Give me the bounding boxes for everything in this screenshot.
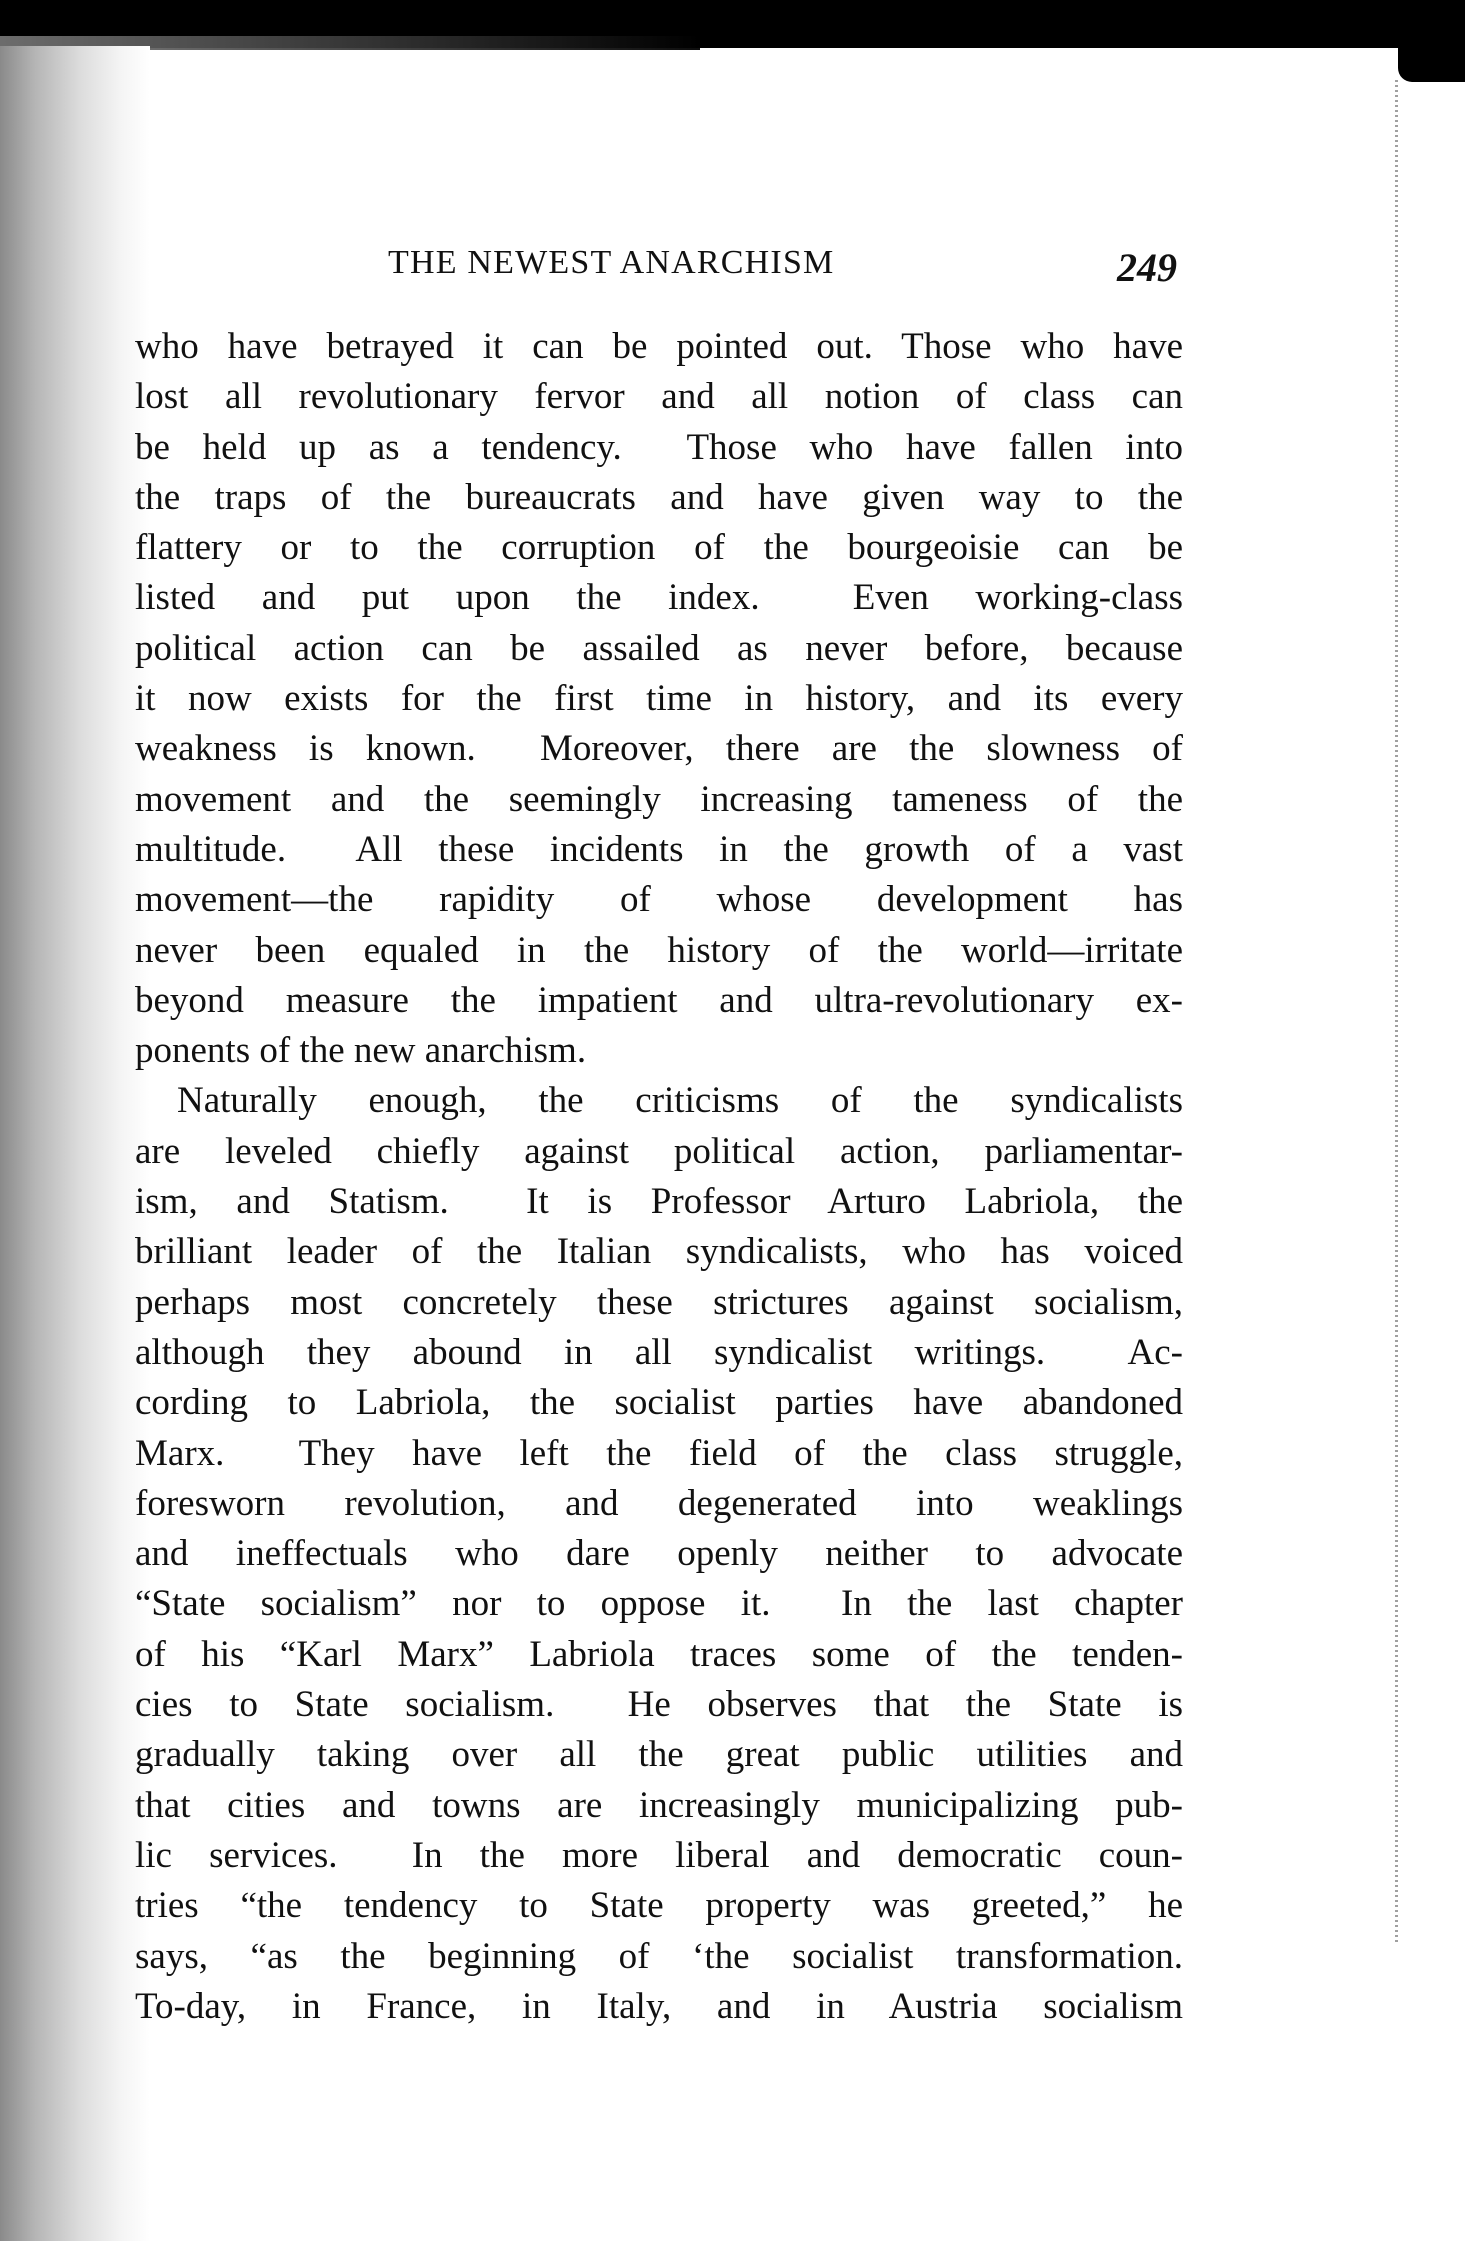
text-line: listed and put upon the index. Even working-class bbox=[135, 577, 1183, 619]
text-line: beyond measure the impatient and ultra-revolutionary ex- bbox=[135, 979, 1183, 1021]
body-text bbox=[135, 322, 1183, 2032]
text-line: Marx. They have left the field of the class struggle, bbox=[135, 1432, 1183, 1474]
page-edge-right bbox=[1395, 80, 1398, 1945]
text-line: lost all revolutionary fervor and all notion of class can bbox=[135, 376, 1183, 418]
text-line: lic services. In the more liberal and democratic coun- bbox=[135, 1834, 1183, 1876]
text-line: never been equaled in the history of the world—irritate bbox=[135, 929, 1183, 971]
book-gutter-shadow bbox=[0, 46, 150, 2241]
text-line: To-day, in France, in Italy, and in Austria socialism bbox=[135, 1985, 1183, 2027]
text-line: although they abound in all syndicalist writings. Ac- bbox=[135, 1331, 1183, 1373]
scan-corner-right bbox=[1398, 0, 1465, 82]
text-line: multitude. All these incidents in the growth of a vast bbox=[135, 828, 1183, 870]
paragraph-first-line: Naturally enough, the criticisms of the syndicalists bbox=[177, 1080, 1183, 1122]
text-line: who have betrayed it can be pointed out. Those who have bbox=[135, 326, 1183, 367]
running-head: THE NEWEST ANARCHISM bbox=[388, 244, 835, 281]
text-line: cording to Labriola, the socialist parties have abandoned bbox=[135, 1382, 1183, 1424]
text-line: tries “the tendency to State property was greeted,” he bbox=[135, 1885, 1183, 1927]
text-line: gradually taking over all the great public utilities and bbox=[135, 1734, 1183, 1776]
page-number: 249 bbox=[1117, 245, 1177, 290]
text-line: foresworn revolution, and degenerated into weaklings bbox=[135, 1482, 1183, 1524]
text-line: and ineffectuals who dare openly neither to advocate bbox=[135, 1533, 1183, 1575]
text-line: be held up as a tendency. Those who have fallen into bbox=[135, 426, 1183, 468]
text-line: flattery or to the corruption of the bourgeoisie can be bbox=[135, 527, 1183, 569]
text-line: weakness is known. Moreover, there are the slowness of bbox=[135, 728, 1183, 770]
text-line: ponents of the new anarchism. bbox=[135, 1030, 587, 1072]
text-line: are leveled chiefly against political action, parliamentar- bbox=[135, 1130, 1183, 1172]
text-line: perhaps most concretely these strictures against socialism, bbox=[135, 1281, 1183, 1323]
text-line: movement—the rapidity of whose development has bbox=[135, 879, 1183, 921]
text-line: political action can be assailed as never before, because bbox=[135, 627, 1183, 669]
text-line: the traps of the bureaucrats and have given way to the bbox=[135, 476, 1183, 518]
text-line: ism, and Statism. It is Professor Arturo Labriola, the bbox=[135, 1181, 1183, 1223]
text-line: of his “Karl Marx” Labriola traces some of the tenden- bbox=[135, 1633, 1183, 1675]
text-line: cies to State socialism. He observes that the State is bbox=[135, 1684, 1183, 1726]
text-line: it now exists for the first time in history, and its every bbox=[135, 678, 1183, 720]
text-line: that cities and towns are increasingly municipalizing pub- bbox=[135, 1784, 1183, 1826]
text-line: brilliant leader of the Italian syndicalists, who has voiced bbox=[135, 1231, 1183, 1273]
text-line: “State socialism” nor to oppose it. In the last chapter bbox=[135, 1583, 1183, 1625]
text-line: says, “as the beginning of ‘the socialist transformation. bbox=[135, 1935, 1183, 1977]
text-line: movement and the seemingly increasing tameness of the bbox=[135, 778, 1183, 820]
